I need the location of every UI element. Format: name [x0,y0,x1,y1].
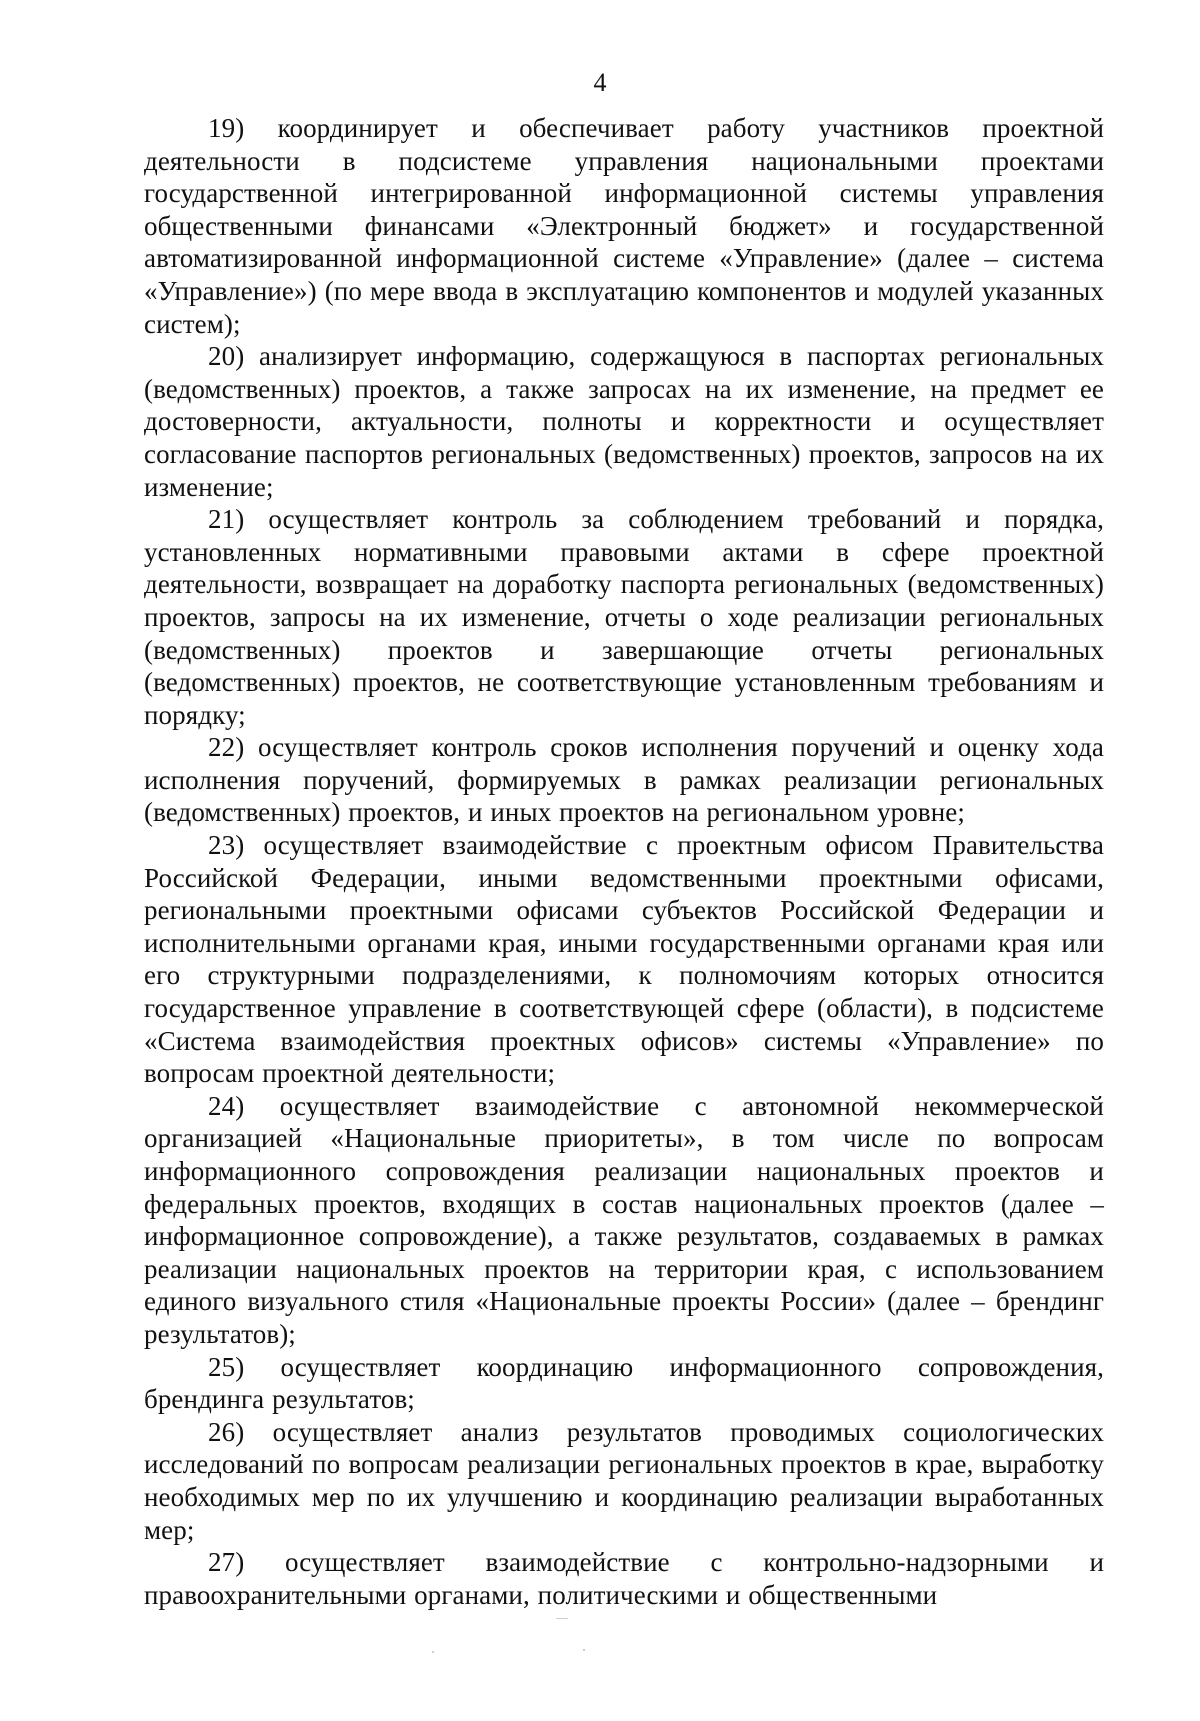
paragraph-27: 27) осуществляет взаимодействие с контрольно-надзорными и правоохранительными органами, политическими и общественными [144,1547,1104,1610]
paragraph-20: 20) анализирует информацию, содержащуюся в паспортах региональных (ведомственных) проектов, а также запросах на их изменение, на предмет ее достоверности, актуальности, полноты и корректности и осуществляет согласование паспортов региональных (ведомственных) проектов, запросов на их изменение; [144,341,1104,502]
paragraph-21: 21) осуществляет контроль за соблюдением требований и порядка, установленных нормативными правовыми актами в сфере проектной деятельности, возвращает на доработку паспорта региональных (ведомственных) проектов, запросы на их изменение, отчеты о ходе реализации региональных (ведомственных) проектов и завершающие отчеты региональных (ведомственных) проектов, не соответствующие установленным требованиям и порядку; [144,504,1104,730]
scan-artifact [556,1618,568,1619]
paragraph-25: 25) осуществляет координацию информационного сопровождения, брендинга результатов; [144,1351,1104,1415]
page-number: 4 [593,68,607,97]
scan-artifact [432,1651,434,1653]
scan-artifact [583,1649,585,1651]
paragraph-24: 24) осуществляет взаимодействие с автономной некоммерческой организацией «Национальные приоритеты», в том числе по вопросам информационного сопровождения реализации национальных проектов и федеральных проектов, входящих в состав национальных проектов (далее – информационное сопровождение), а также результатов, создаваемых в рамках реализации национальных проектов на территории края, с использованием единого визуального стиля «Национальные проекты России» (далее – брендинг результатов); [144,1090,1104,1349]
paragraph-22: 22) осуществляет контроль сроков исполнения поручений и оценку хода исполнения поручений, формируемых в рамках реализации региональных (ведомственных) проектов, и иных проектов на региональном уровне; [144,732,1104,828]
paragraph-26: 26) осуществляет анализ результатов проводимых социологических исследований по вопросам реализации региональных проектов в крае, выработку необходимых мер по их улучшению и координацию реализации выработанных мер; [144,1416,1104,1545]
paragraph-23: 23) осуществляет взаимодействие с проектным офисом Правительства Российской Федерации, иными ведомственными проектными офисами, региональными проектными офисами субъектов Российской Федерации и исполнительными органами края, иными государственными органами края или его структурными подразделениями, к полномочиям которых относится государственное управление в соответствующей сфере (области), в подсистеме «Система взаимодействия проектных офисов» системы «Управление» по вопросам проектной деятельности; [144,830,1104,1089]
document-body [144,112,1104,1611]
paragraph-19: 19) координирует и обеспечивает работу участников проектной деятельности в подсистеме управления национальными проектами государственной интегрированной информационной системы управления общественными финансами «Электронный бюджет» и государственной автоматизированной информационной системе «Управление» (далее – система «Управление») (по мере ввода в эксплуатацию компонентов и модулей указанных систем); [144,113,1104,339]
